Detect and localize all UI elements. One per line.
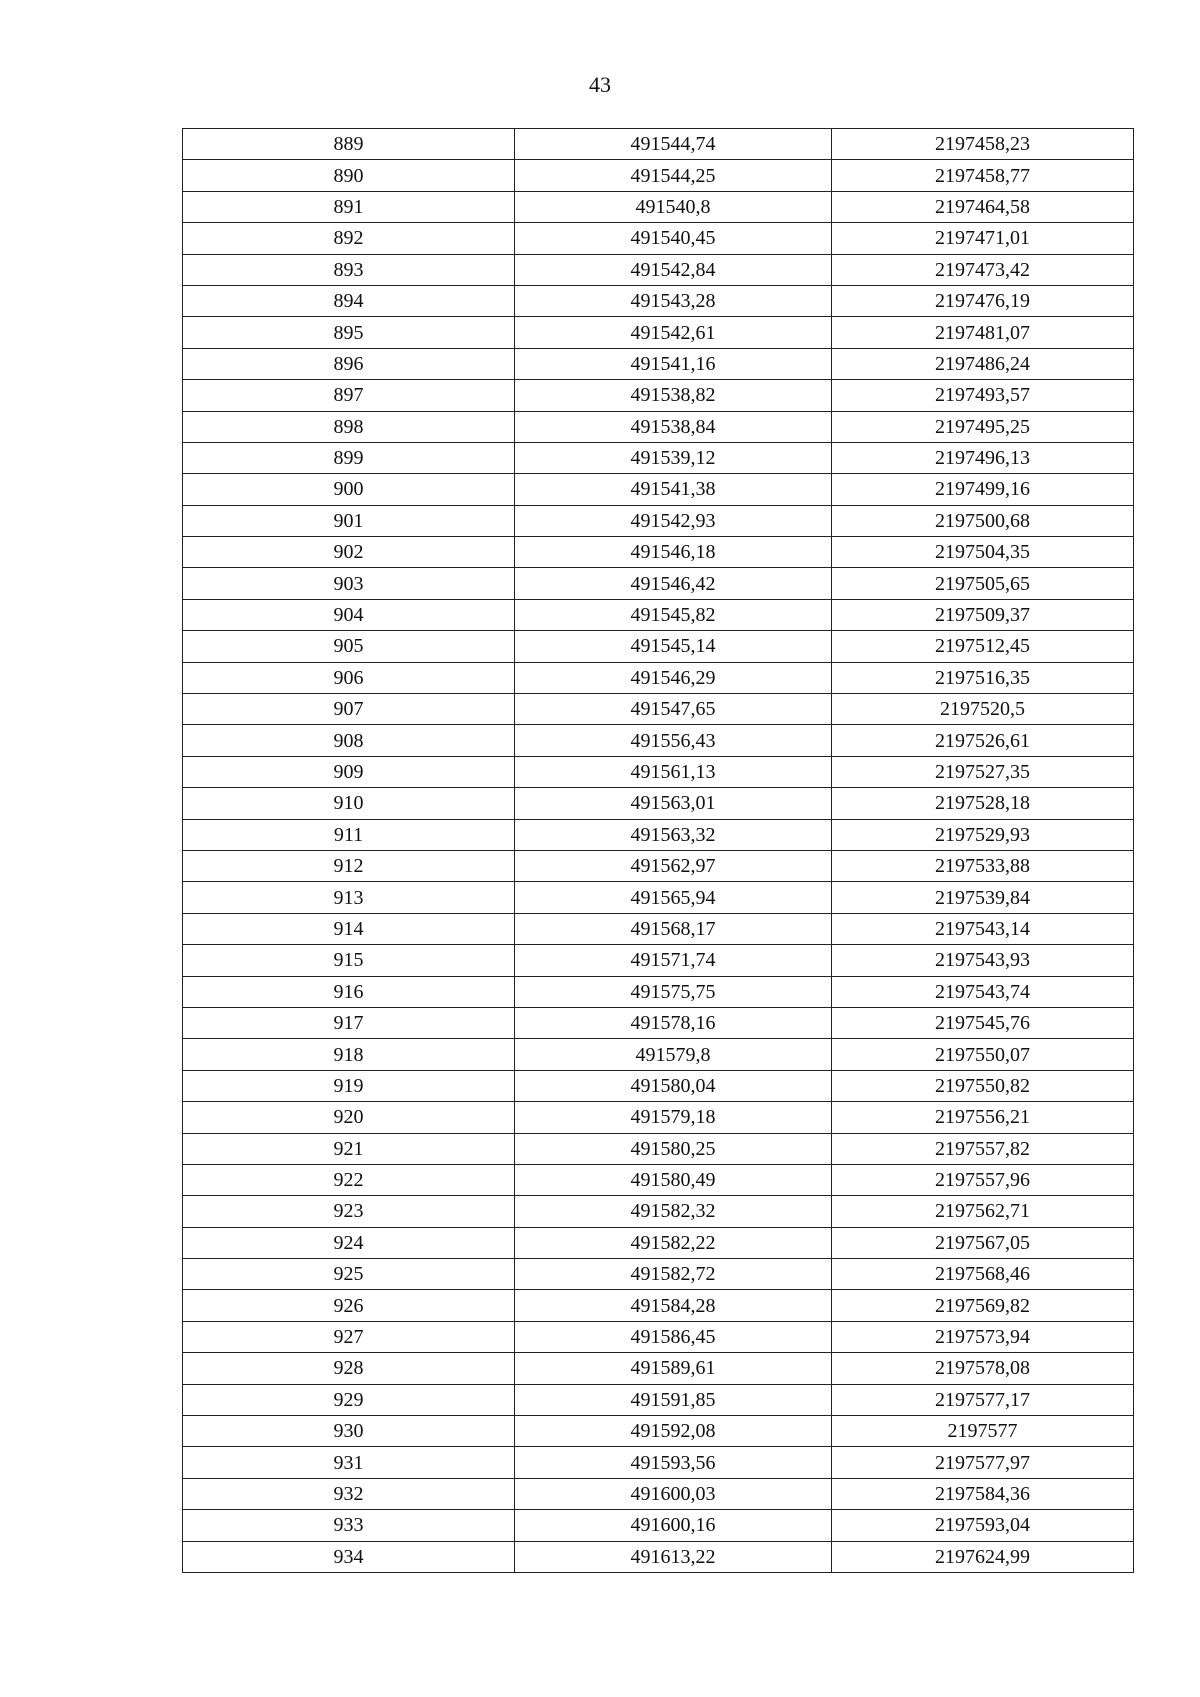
table-row bbox=[183, 317, 1134, 348]
point-number-cell: 908 bbox=[183, 725, 515, 756]
point-number-cell: 914 bbox=[183, 913, 515, 944]
y-coordinate-cell: 2197473,42 bbox=[832, 254, 1134, 285]
y-coordinate-cell: 2197624,99 bbox=[832, 1541, 1134, 1572]
point-number-cell: 933 bbox=[183, 1510, 515, 1541]
y-coordinate-cell: 2197550,07 bbox=[832, 1039, 1134, 1070]
x-coordinate-cell: 491600,16 bbox=[515, 1510, 832, 1541]
point-number-cell: 893 bbox=[183, 254, 515, 285]
table-row bbox=[183, 1510, 1134, 1541]
x-coordinate-cell: 491538,84 bbox=[515, 411, 832, 442]
table-row bbox=[183, 537, 1134, 568]
point-number-cell: 916 bbox=[183, 976, 515, 1007]
x-coordinate-cell: 491543,28 bbox=[515, 285, 832, 316]
table-row bbox=[183, 1321, 1134, 1352]
table-row bbox=[183, 756, 1134, 787]
x-coordinate-cell: 491600,03 bbox=[515, 1478, 832, 1509]
x-coordinate-cell: 491565,94 bbox=[515, 882, 832, 913]
x-coordinate-cell: 491540,8 bbox=[515, 191, 832, 222]
table-row bbox=[183, 882, 1134, 913]
y-coordinate-cell: 2197476,19 bbox=[832, 285, 1134, 316]
table-row bbox=[183, 1007, 1134, 1038]
y-coordinate-cell: 2197516,35 bbox=[832, 662, 1134, 693]
y-coordinate-cell: 2197496,13 bbox=[832, 442, 1134, 473]
x-coordinate-cell: 491546,29 bbox=[515, 662, 832, 693]
table-row bbox=[183, 380, 1134, 411]
x-coordinate-cell: 491544,25 bbox=[515, 160, 832, 191]
point-number-cell: 927 bbox=[183, 1321, 515, 1352]
point-number-cell: 921 bbox=[183, 1133, 515, 1164]
x-coordinate-cell: 491582,32 bbox=[515, 1196, 832, 1227]
x-coordinate-cell: 491586,45 bbox=[515, 1321, 832, 1352]
x-coordinate-cell: 491575,75 bbox=[515, 976, 832, 1007]
x-coordinate-cell: 491580,04 bbox=[515, 1070, 832, 1101]
table-row bbox=[183, 599, 1134, 630]
y-coordinate-cell: 2197533,88 bbox=[832, 850, 1134, 881]
point-number-cell: 932 bbox=[183, 1478, 515, 1509]
table-row bbox=[183, 1478, 1134, 1509]
y-coordinate-cell: 2197512,45 bbox=[832, 631, 1134, 662]
table-row bbox=[183, 976, 1134, 1007]
table-row bbox=[183, 191, 1134, 222]
x-coordinate-cell: 491542,84 bbox=[515, 254, 832, 285]
x-coordinate-cell: 491584,28 bbox=[515, 1290, 832, 1321]
x-coordinate-cell: 491542,93 bbox=[515, 505, 832, 536]
point-number-cell: 913 bbox=[183, 882, 515, 913]
y-coordinate-cell: 2197567,05 bbox=[832, 1227, 1134, 1258]
x-coordinate-cell: 491545,14 bbox=[515, 631, 832, 662]
point-number-cell: 896 bbox=[183, 348, 515, 379]
point-number-cell: 909 bbox=[183, 756, 515, 787]
y-coordinate-cell: 2197545,76 bbox=[832, 1007, 1134, 1038]
table-row bbox=[183, 1070, 1134, 1101]
x-coordinate-cell: 491591,85 bbox=[515, 1384, 832, 1415]
y-coordinate-cell: 2197500,68 bbox=[832, 505, 1134, 536]
point-number-cell: 934 bbox=[183, 1541, 515, 1572]
point-number-cell: 922 bbox=[183, 1164, 515, 1195]
y-coordinate-cell: 2197577,17 bbox=[832, 1384, 1134, 1415]
table-row bbox=[183, 348, 1134, 379]
point-number-cell: 926 bbox=[183, 1290, 515, 1321]
x-coordinate-cell: 491542,61 bbox=[515, 317, 832, 348]
table-row bbox=[183, 160, 1134, 191]
point-number-cell: 925 bbox=[183, 1259, 515, 1290]
y-coordinate-cell: 2197562,71 bbox=[832, 1196, 1134, 1227]
table-row bbox=[183, 254, 1134, 285]
x-coordinate-cell: 491613,22 bbox=[515, 1541, 832, 1572]
y-coordinate-cell: 2197557,82 bbox=[832, 1133, 1134, 1164]
y-coordinate-cell: 2197584,36 bbox=[832, 1478, 1134, 1509]
table-row bbox=[183, 819, 1134, 850]
table-row bbox=[183, 1227, 1134, 1258]
table-row bbox=[183, 725, 1134, 756]
y-coordinate-cell: 2197481,07 bbox=[832, 317, 1134, 348]
y-coordinate-cell: 2197593,04 bbox=[832, 1510, 1134, 1541]
point-number-cell: 890 bbox=[183, 160, 515, 191]
table-row bbox=[183, 1039, 1134, 1070]
point-number-cell: 889 bbox=[183, 129, 515, 160]
x-coordinate-cell: 491556,43 bbox=[515, 725, 832, 756]
y-coordinate-cell: 2197504,35 bbox=[832, 537, 1134, 568]
point-number-cell: 906 bbox=[183, 662, 515, 693]
y-coordinate-cell: 2197578,08 bbox=[832, 1353, 1134, 1384]
y-coordinate-cell: 2197529,93 bbox=[832, 819, 1134, 850]
table-row bbox=[183, 568, 1134, 599]
table-row bbox=[183, 1133, 1134, 1164]
table-row bbox=[183, 1102, 1134, 1133]
y-coordinate-cell: 2197495,25 bbox=[832, 411, 1134, 442]
point-number-cell: 911 bbox=[183, 819, 515, 850]
x-coordinate-cell: 491547,65 bbox=[515, 694, 832, 725]
x-coordinate-cell: 491538,82 bbox=[515, 380, 832, 411]
table-row bbox=[183, 913, 1134, 944]
point-number-cell: 924 bbox=[183, 1227, 515, 1258]
y-coordinate-cell: 2197471,01 bbox=[832, 223, 1134, 254]
point-number-cell: 917 bbox=[183, 1007, 515, 1038]
point-number-cell: 891 bbox=[183, 191, 515, 222]
point-number-cell: 930 bbox=[183, 1416, 515, 1447]
point-number-cell: 905 bbox=[183, 631, 515, 662]
y-coordinate-cell: 2197458,23 bbox=[832, 129, 1134, 160]
point-number-cell: 915 bbox=[183, 945, 515, 976]
x-coordinate-cell: 491546,18 bbox=[515, 537, 832, 568]
table-row bbox=[183, 1164, 1134, 1195]
point-number-cell: 918 bbox=[183, 1039, 515, 1070]
point-number-cell: 899 bbox=[183, 442, 515, 473]
y-coordinate-cell: 2197543,14 bbox=[832, 913, 1134, 944]
coordinates-table-body bbox=[183, 129, 1134, 1573]
point-number-cell: 907 bbox=[183, 694, 515, 725]
point-number-cell: 903 bbox=[183, 568, 515, 599]
table-row bbox=[183, 1416, 1134, 1447]
x-coordinate-cell: 491561,13 bbox=[515, 756, 832, 787]
y-coordinate-cell: 2197569,82 bbox=[832, 1290, 1134, 1321]
point-number-cell: 931 bbox=[183, 1447, 515, 1478]
y-coordinate-cell: 2197577,97 bbox=[832, 1447, 1134, 1478]
x-coordinate-cell: 491579,18 bbox=[515, 1102, 832, 1133]
table-row bbox=[183, 1541, 1134, 1572]
point-number-cell: 898 bbox=[183, 411, 515, 442]
table-row bbox=[183, 442, 1134, 473]
x-coordinate-cell: 491540,45 bbox=[515, 223, 832, 254]
x-coordinate-cell: 491562,97 bbox=[515, 850, 832, 881]
y-coordinate-cell: 2197568,46 bbox=[832, 1259, 1134, 1290]
x-coordinate-cell: 491571,74 bbox=[515, 945, 832, 976]
table-row bbox=[183, 662, 1134, 693]
table-row bbox=[183, 474, 1134, 505]
x-coordinate-cell: 491563,32 bbox=[515, 819, 832, 850]
y-coordinate-cell: 2197543,93 bbox=[832, 945, 1134, 976]
table-row bbox=[183, 850, 1134, 881]
point-number-cell: 901 bbox=[183, 505, 515, 536]
x-coordinate-cell: 491541,38 bbox=[515, 474, 832, 505]
y-coordinate-cell: 2197509,37 bbox=[832, 599, 1134, 630]
y-coordinate-cell: 2197458,77 bbox=[832, 160, 1134, 191]
point-number-cell: 912 bbox=[183, 850, 515, 881]
y-coordinate-cell: 2197557,96 bbox=[832, 1164, 1134, 1195]
point-number-cell: 929 bbox=[183, 1384, 515, 1415]
table-row bbox=[183, 1196, 1134, 1227]
y-coordinate-cell: 2197577 bbox=[832, 1416, 1134, 1447]
point-number-cell: 923 bbox=[183, 1196, 515, 1227]
x-coordinate-cell: 491544,74 bbox=[515, 129, 832, 160]
y-coordinate-cell: 2197526,61 bbox=[832, 725, 1134, 756]
y-coordinate-cell: 2197556,21 bbox=[832, 1102, 1134, 1133]
point-number-cell: 892 bbox=[183, 223, 515, 254]
coordinates-table bbox=[182, 128, 1134, 1573]
x-coordinate-cell: 491579,8 bbox=[515, 1039, 832, 1070]
x-coordinate-cell: 491546,42 bbox=[515, 568, 832, 599]
table-row bbox=[183, 945, 1134, 976]
point-number-cell: 895 bbox=[183, 317, 515, 348]
x-coordinate-cell: 491582,22 bbox=[515, 1227, 832, 1258]
table-row bbox=[183, 129, 1134, 160]
y-coordinate-cell: 2197493,57 bbox=[832, 380, 1134, 411]
point-number-cell: 928 bbox=[183, 1353, 515, 1384]
table-row bbox=[183, 1447, 1134, 1478]
point-number-cell: 902 bbox=[183, 537, 515, 568]
y-coordinate-cell: 2197464,58 bbox=[832, 191, 1134, 222]
table-row bbox=[183, 285, 1134, 316]
x-coordinate-cell: 491541,16 bbox=[515, 348, 832, 379]
x-coordinate-cell: 491568,17 bbox=[515, 913, 832, 944]
page-number: 43 bbox=[589, 72, 611, 97]
x-coordinate-cell: 491563,01 bbox=[515, 788, 832, 819]
point-number-cell: 897 bbox=[183, 380, 515, 411]
table-row bbox=[183, 694, 1134, 725]
table-row bbox=[183, 1290, 1134, 1321]
y-coordinate-cell: 2197499,16 bbox=[832, 474, 1134, 505]
x-coordinate-cell: 491582,72 bbox=[515, 1259, 832, 1290]
x-coordinate-cell: 491580,25 bbox=[515, 1133, 832, 1164]
table-row bbox=[183, 631, 1134, 662]
point-number-cell: 919 bbox=[183, 1070, 515, 1101]
x-coordinate-cell: 491539,12 bbox=[515, 442, 832, 473]
x-coordinate-cell: 491580,49 bbox=[515, 1164, 832, 1195]
x-coordinate-cell: 491593,56 bbox=[515, 1447, 832, 1478]
table-row bbox=[183, 1384, 1134, 1415]
table-row bbox=[183, 223, 1134, 254]
point-number-cell: 894 bbox=[183, 285, 515, 316]
y-coordinate-cell: 2197573,94 bbox=[832, 1321, 1134, 1352]
x-coordinate-cell: 491592,08 bbox=[515, 1416, 832, 1447]
y-coordinate-cell: 2197528,18 bbox=[832, 788, 1134, 819]
table-row bbox=[183, 411, 1134, 442]
table-row bbox=[183, 1353, 1134, 1384]
table-row bbox=[183, 1259, 1134, 1290]
y-coordinate-cell: 2197539,84 bbox=[832, 882, 1134, 913]
y-coordinate-cell: 2197486,24 bbox=[832, 348, 1134, 379]
y-coordinate-cell: 2197505,65 bbox=[832, 568, 1134, 599]
point-number-cell: 900 bbox=[183, 474, 515, 505]
y-coordinate-cell: 2197520,5 bbox=[832, 694, 1134, 725]
y-coordinate-cell: 2197543,74 bbox=[832, 976, 1134, 1007]
y-coordinate-cell: 2197527,35 bbox=[832, 756, 1134, 787]
x-coordinate-cell: 491578,16 bbox=[515, 1007, 832, 1038]
x-coordinate-cell: 491589,61 bbox=[515, 1353, 832, 1384]
point-number-cell: 920 bbox=[183, 1102, 515, 1133]
table-row bbox=[183, 788, 1134, 819]
table-row bbox=[183, 505, 1134, 536]
point-number-cell: 910 bbox=[183, 788, 515, 819]
x-coordinate-cell: 491545,82 bbox=[515, 599, 832, 630]
point-number-cell: 904 bbox=[183, 599, 515, 630]
y-coordinate-cell: 2197550,82 bbox=[832, 1070, 1134, 1101]
